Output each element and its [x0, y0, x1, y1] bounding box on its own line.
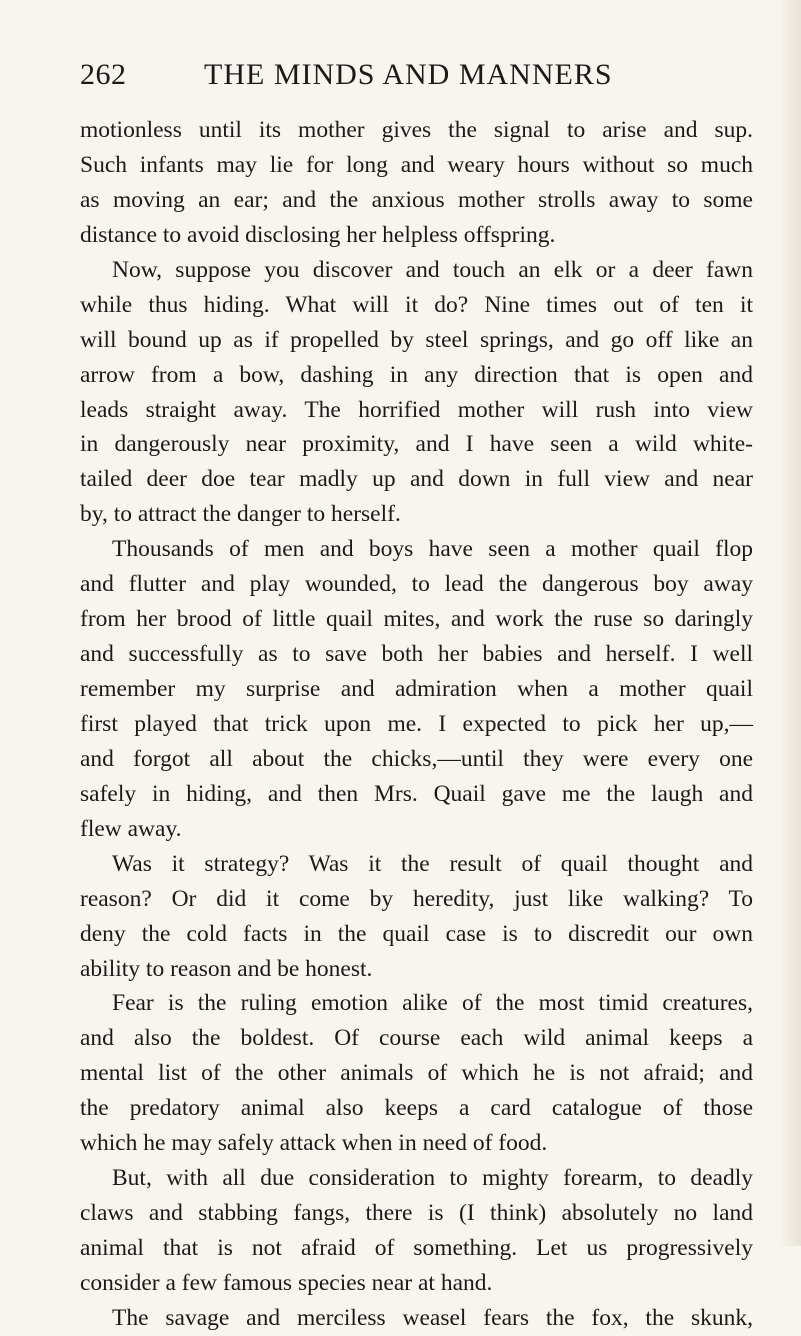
running-title: THE MINDS AND MANNERS: [204, 58, 613, 91]
text-line: while thus hiding. What will it do? Nine times out of ten it: [80, 291, 753, 318]
text-line: But, with all due consideration to mighty forearm, to deadly: [112, 1165, 753, 1192]
text-line: as moving an ear; and the anxious mother strolls away to some: [80, 186, 753, 213]
text-line: Now, suppose you discover and touch an elk or a deer fawn: [112, 256, 753, 283]
text-line: Was it strategy? Was it the result of quail thought and: [112, 850, 753, 877]
text-line: Fear is the ruling emotion alike of the most timid creatures,: [112, 990, 753, 1017]
text-line: leads straight away. The horrified mother will rush into view: [80, 396, 753, 423]
text-line: deny the cold facts in the quail case is to discredit our own: [80, 920, 753, 947]
body-text: [80, 113, 753, 1336]
text-line: by, to attract the danger to herself.: [80, 501, 401, 528]
text-line: and flutter and play wounded, to lead the dangerous boy away: [80, 571, 753, 598]
text-line: distance to avoid disclosing her helpless offspring.: [80, 221, 556, 248]
running-header: [80, 58, 760, 98]
text-line: and forgot all about the chicks,—until they were every one: [80, 745, 753, 772]
text-line: claws and stabbing fangs, there is (I think) absolutely no land: [80, 1200, 753, 1227]
text-line: the predatory animal also keeps a card catalogue of those: [80, 1095, 753, 1122]
text-line: The savage and merciless weasel fears the fox, the skunk,: [112, 1304, 753, 1331]
text-line: will bound up as if propelled by steel springs, and go off like an: [80, 326, 753, 353]
text-line: Thousands of men and boys have seen a mother quail flop: [112, 536, 753, 563]
text-line: ability to reason and be honest.: [80, 955, 373, 982]
text-line: which he may safely attack when in need of food.: [80, 1130, 548, 1157]
text-line: animal that is not afraid of something. Let us progressively: [80, 1235, 753, 1261]
text-line: and successfully as to save both her babies and herself. I well: [80, 641, 753, 668]
text-line: in dangerously near proximity, and I have seen a wild white-: [80, 431, 753, 458]
page-edge-shadow: [779, 0, 801, 1246]
text-line: remember my surprise and admiration when a mother quail: [80, 676, 753, 702]
page-number: 262: [80, 58, 127, 91]
text-line: Such infants may lie for long and weary hours without so much: [80, 151, 753, 178]
text-line: flew away.: [80, 815, 182, 842]
text-line: tailed deer doe tear madly up and down in full view and near: [80, 466, 753, 493]
text-line: and also the boldest. Of course each wild animal keeps a: [80, 1025, 753, 1052]
text-line: first played that trick upon me. I expected to pick her up,—: [80, 710, 753, 737]
text-line: mental list of the other animals of which he is not afraid; and: [80, 1060, 753, 1087]
text-line: motionless until its mother gives the signal to arise and sup.: [80, 117, 753, 143]
text-line: reason? Or did it come by heredity, just like walking? To: [80, 885, 753, 912]
text-line: from her brood of little quail mites, and work the ruse so daringly: [80, 606, 753, 633]
text-line: arrow from a bow, dashing in any direction that is open and: [80, 361, 753, 388]
text-line: consider a few famous species near at hand.: [80, 1269, 493, 1296]
text-line: safely in hiding, and then Mrs. Quail gave me the laugh and: [80, 780, 753, 807]
